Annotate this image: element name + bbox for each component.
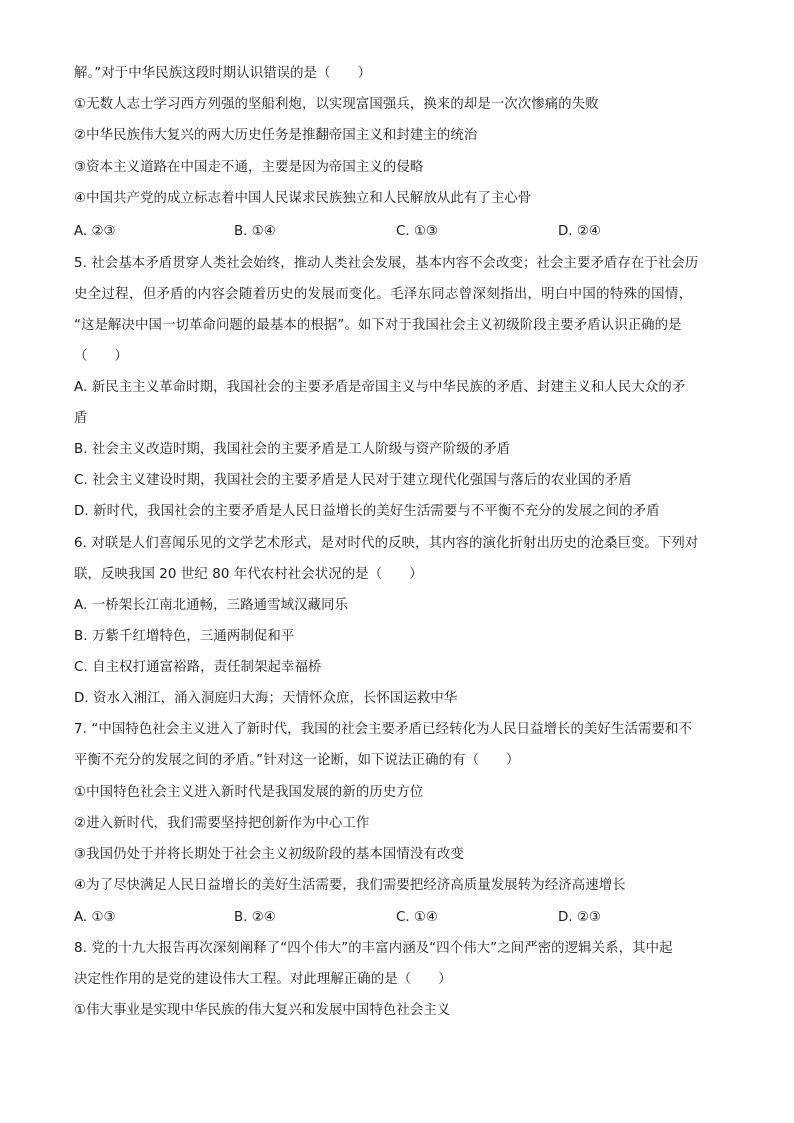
q8-statement-1: ①伟大事业是实现中华民族的伟大复兴和发展中国特色社会主义 — [74, 1003, 451, 1018]
q4-options — [74, 224, 734, 240]
q5-option-a-cont: 盾 — [74, 411, 88, 426]
q7-stem-line-2: 平衡不充分的发展之间的矛盾。”针对这一论断，如下说法正确的有（ ） — [74, 753, 520, 768]
q4-option-b[interactable]: B. ①④ — [234, 224, 276, 239]
q7-option-b[interactable]: B. ②④ — [234, 910, 276, 925]
q5-stem-line-3: “这是解决中国一切革命问题的最基本的根据”。如下对于我国社会主义初级阶段主要矛盾认识正确的是 — [74, 318, 682, 333]
q7-options — [74, 910, 734, 926]
q5-stem-line-1: 5. 社会基本矛盾贯穿人类社会始终，推动人类社会发展，基本内容不会改变；社会主要矛盾存在于社会历 — [74, 256, 699, 271]
q5-option-c[interactable]: C. 社会主义建设时期，我国社会的主要矛盾是人民对于建立现代化强国与落后的农业国的矛盾 — [74, 473, 632, 488]
q7-statement-3: ③我国仍处于并将长期处于社会主义初级阶段的基本国情没有改变 — [74, 847, 464, 862]
q4-option-c[interactable]: C. ①③ — [396, 224, 438, 239]
q4-option-d[interactable]: D. ②④ — [558, 224, 601, 239]
q5-stem-line-4: （ ） — [74, 349, 128, 364]
q6-option-c[interactable]: C. 自主权打通富裕路，责任制架起幸福桥 — [74, 660, 322, 675]
q5-option-a[interactable]: A. 新民主主义革命时期，我国社会的主要矛盾是帝国主义与中华民族的矛盾、封建主义和人民大众的矛 — [74, 380, 686, 395]
q7-option-d[interactable]: D. ②③ — [558, 910, 601, 925]
q7-option-a[interactable]: A. ①③ — [74, 910, 116, 925]
q7-option-c[interactable]: C. ①④ — [396, 910, 438, 925]
q8-stem-line-1: 8. 党的十九大报告再次深刻阐释了“四个伟大”的丰富内涵及“四个伟大”之间严密的逻辑关系，其中起 — [74, 941, 673, 956]
q7-statement-1: ①中国特色社会主义进入新时代是我国发展的新的历史方位 — [74, 785, 424, 800]
q7-statement-2: ②进入新时代，我们需要坚持把创新作为中心工作 — [74, 816, 370, 831]
q4-statement-4: ④中国共产党的成立标志着中国人民谋求民族独立和人民解放从此有了主心骨 — [74, 191, 532, 206]
q7-stem-line-1: 7. “中国特色社会主义进入了新时代，我国的社会主要矛盾已经转化为人民日益增长的美好生活需要和不 — [74, 722, 692, 737]
q4-stem-tail: 解。”对于中华民族这段时期认识错误的是（ ） — [74, 66, 372, 81]
q8-stem-line-2: 决定性作用的是党的建设伟大工程。对此理解正确的是（ ） — [74, 972, 452, 987]
q4-statement-1: ①无数人志士学习西方列强的坚船利炮，以实现富国强兵，换来的却是一次次惨痛的失败 — [74, 97, 599, 112]
q6-option-d[interactable]: D. 资水入湘江，涌入洞庭归大海；天情怀众庶，长怀国运救中华 — [74, 691, 458, 706]
q6-stem-line-2: 联，反映我国 20 世纪 80 年代农村社会状况的是（ ） — [74, 567, 423, 582]
q6-option-a[interactable]: A. 一桥架长江南北通畅，三路通雪域汉藏同乐 — [74, 598, 349, 613]
q4-statement-2: ②中华民族伟大复兴的两大历史任务是推翻帝国主义和封建主的统治 — [74, 128, 478, 143]
q4-option-a[interactable]: A. ②③ — [74, 224, 116, 239]
q4-statement-3: ③资本主义道路在中国走不通，主要是因为帝国主义的侵略 — [74, 160, 424, 175]
q5-stem-line-2: 史全过程，但矛盾的内容会随着历史的发展而变化。毛泽东同志曾深刻指出，明白中国的特殊的国情， — [74, 287, 693, 302]
q5-option-b[interactable]: B. 社会主义改造时期，我国社会的主要矛盾是工人阶级与资产阶级的矛盾 — [74, 442, 511, 457]
q5-option-d[interactable]: D. 新时代，我国社会的主要矛盾是人民日益增长的美好生活需要与不平衡不充分的发展之间的矛盾 — [74, 504, 660, 519]
q6-stem-line-1: 6. 对联是人们喜闻乐见的文学艺术形式，是对时代的反映，其内容的演化折射出历史的沧桑巨变。下列对 — [74, 536, 699, 551]
q7-statement-4: ④为了尽快满足人民日益增长的美好生活需要，我们需要把经济高质量发展转为经济高速增长 — [74, 878, 626, 893]
q6-option-b[interactable]: B. 万紫千红增特色，三通两制促和平 — [74, 629, 295, 644]
